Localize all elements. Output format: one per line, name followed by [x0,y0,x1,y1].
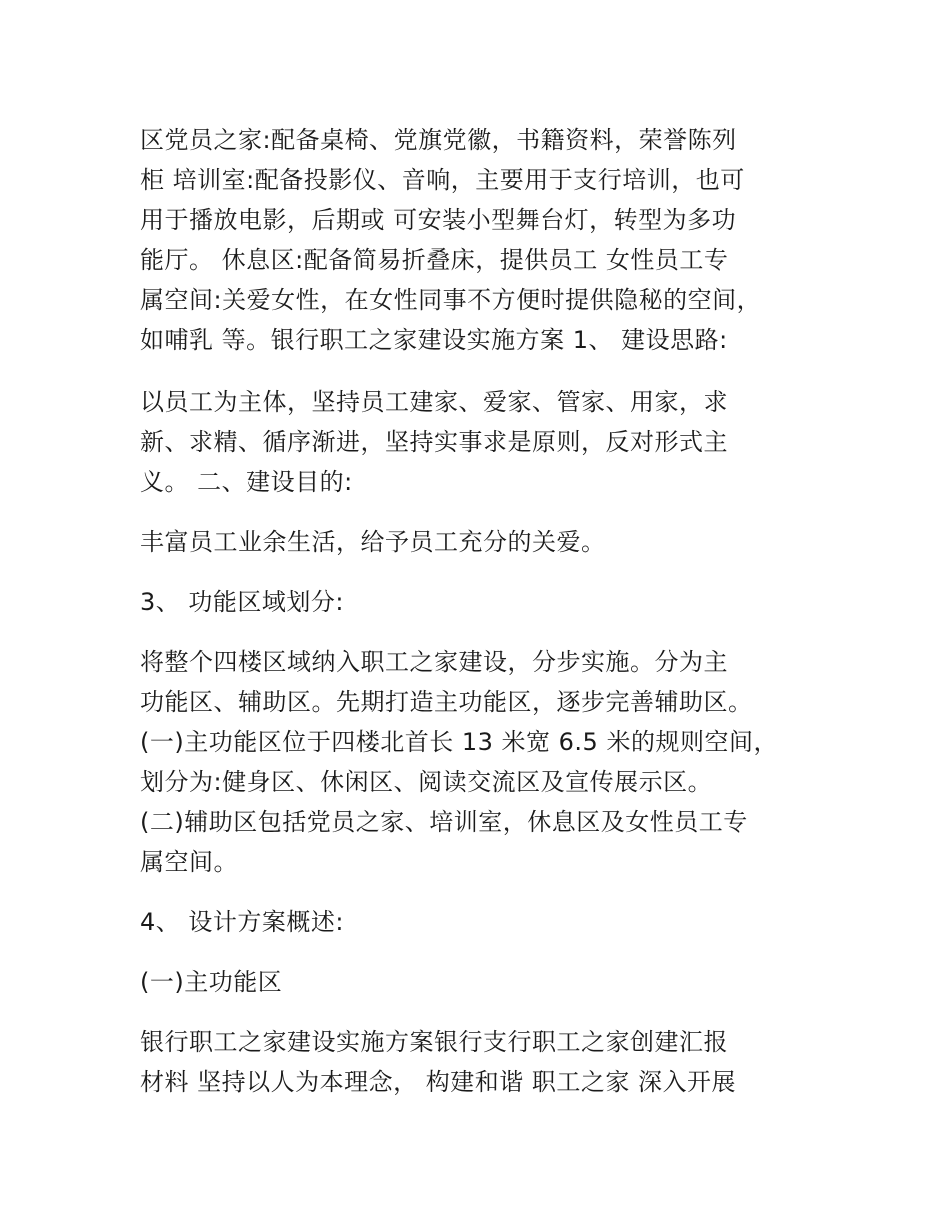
text-line: 义。 二、建设目的: [140,468,353,496]
paragraph-4 [140,642,860,882]
text-line: 区党员之家:配备桌椅、党旗党徽，书籍资料，荣誉陈列 [140,126,737,154]
text-line: (一)主功能区 [140,968,283,996]
paragraph-3 [140,522,860,562]
text-line: 功能区、辅助区。先期打造主功能区，逐步完善辅助区。 [140,688,753,716]
section-heading-3 [140,582,860,622]
text-line: 属空间:关爱女性，在女性同事不方便时提供隐秘的空间， [140,286,762,314]
paragraph-1 [140,120,860,360]
text-line: 划分为:健身区、休闲区、阅读交流区及宣传展示区。 [140,768,713,796]
subsection-heading [140,962,860,1002]
paragraph-5 [140,1022,860,1102]
text-line: 以员工为主体，坚持员工建家、爱家、管家、用家，求 [140,388,728,416]
text-line: 4、 设计方案概述: [140,908,344,936]
text-line: 将整个四楼区域纳入职工之家建设，分步实施。分为主 [140,648,728,676]
text-line: 丰富员工业余生活，给予员工充分的关爱。 [140,528,606,556]
text-line: 3、 功能区域划分: [140,588,344,616]
text-line: 属空间。 [140,848,238,876]
text-line: 如哺乳 等。银行职工之家建设实施方案 1、 建设思路: [140,326,728,354]
text-line: 能厅。 休息区:配备简易折叠床，提供员工 女性员工专 [140,246,729,274]
text-line: (一)主功能区位于四楼北首长 13 米宽 6.5 米的规则空间， [140,728,778,756]
section-heading-4 [140,902,860,942]
text-line: 用于播放电影，后期或 可安装小型舞台灯，转型为多功 [140,206,737,234]
text-line: 材料 坚持以人为本理念， 构建和谐 职工之家 深入开展 [140,1068,737,1096]
text-line: 新、求精、循序渐进，坚持实事求是原则，反对形式主 [140,428,728,456]
paragraph-2 [140,382,860,502]
text-line: (二)辅助区包括党员之家、培训室，休息区及女性员工专 [140,808,748,836]
text-line: 银行职工之家建设实施方案银行支行职工之家创建汇报 [140,1028,728,1056]
text-line: 柜 培训室:配备投影仪、音响，主要用于支行培训，也可 [140,166,745,194]
